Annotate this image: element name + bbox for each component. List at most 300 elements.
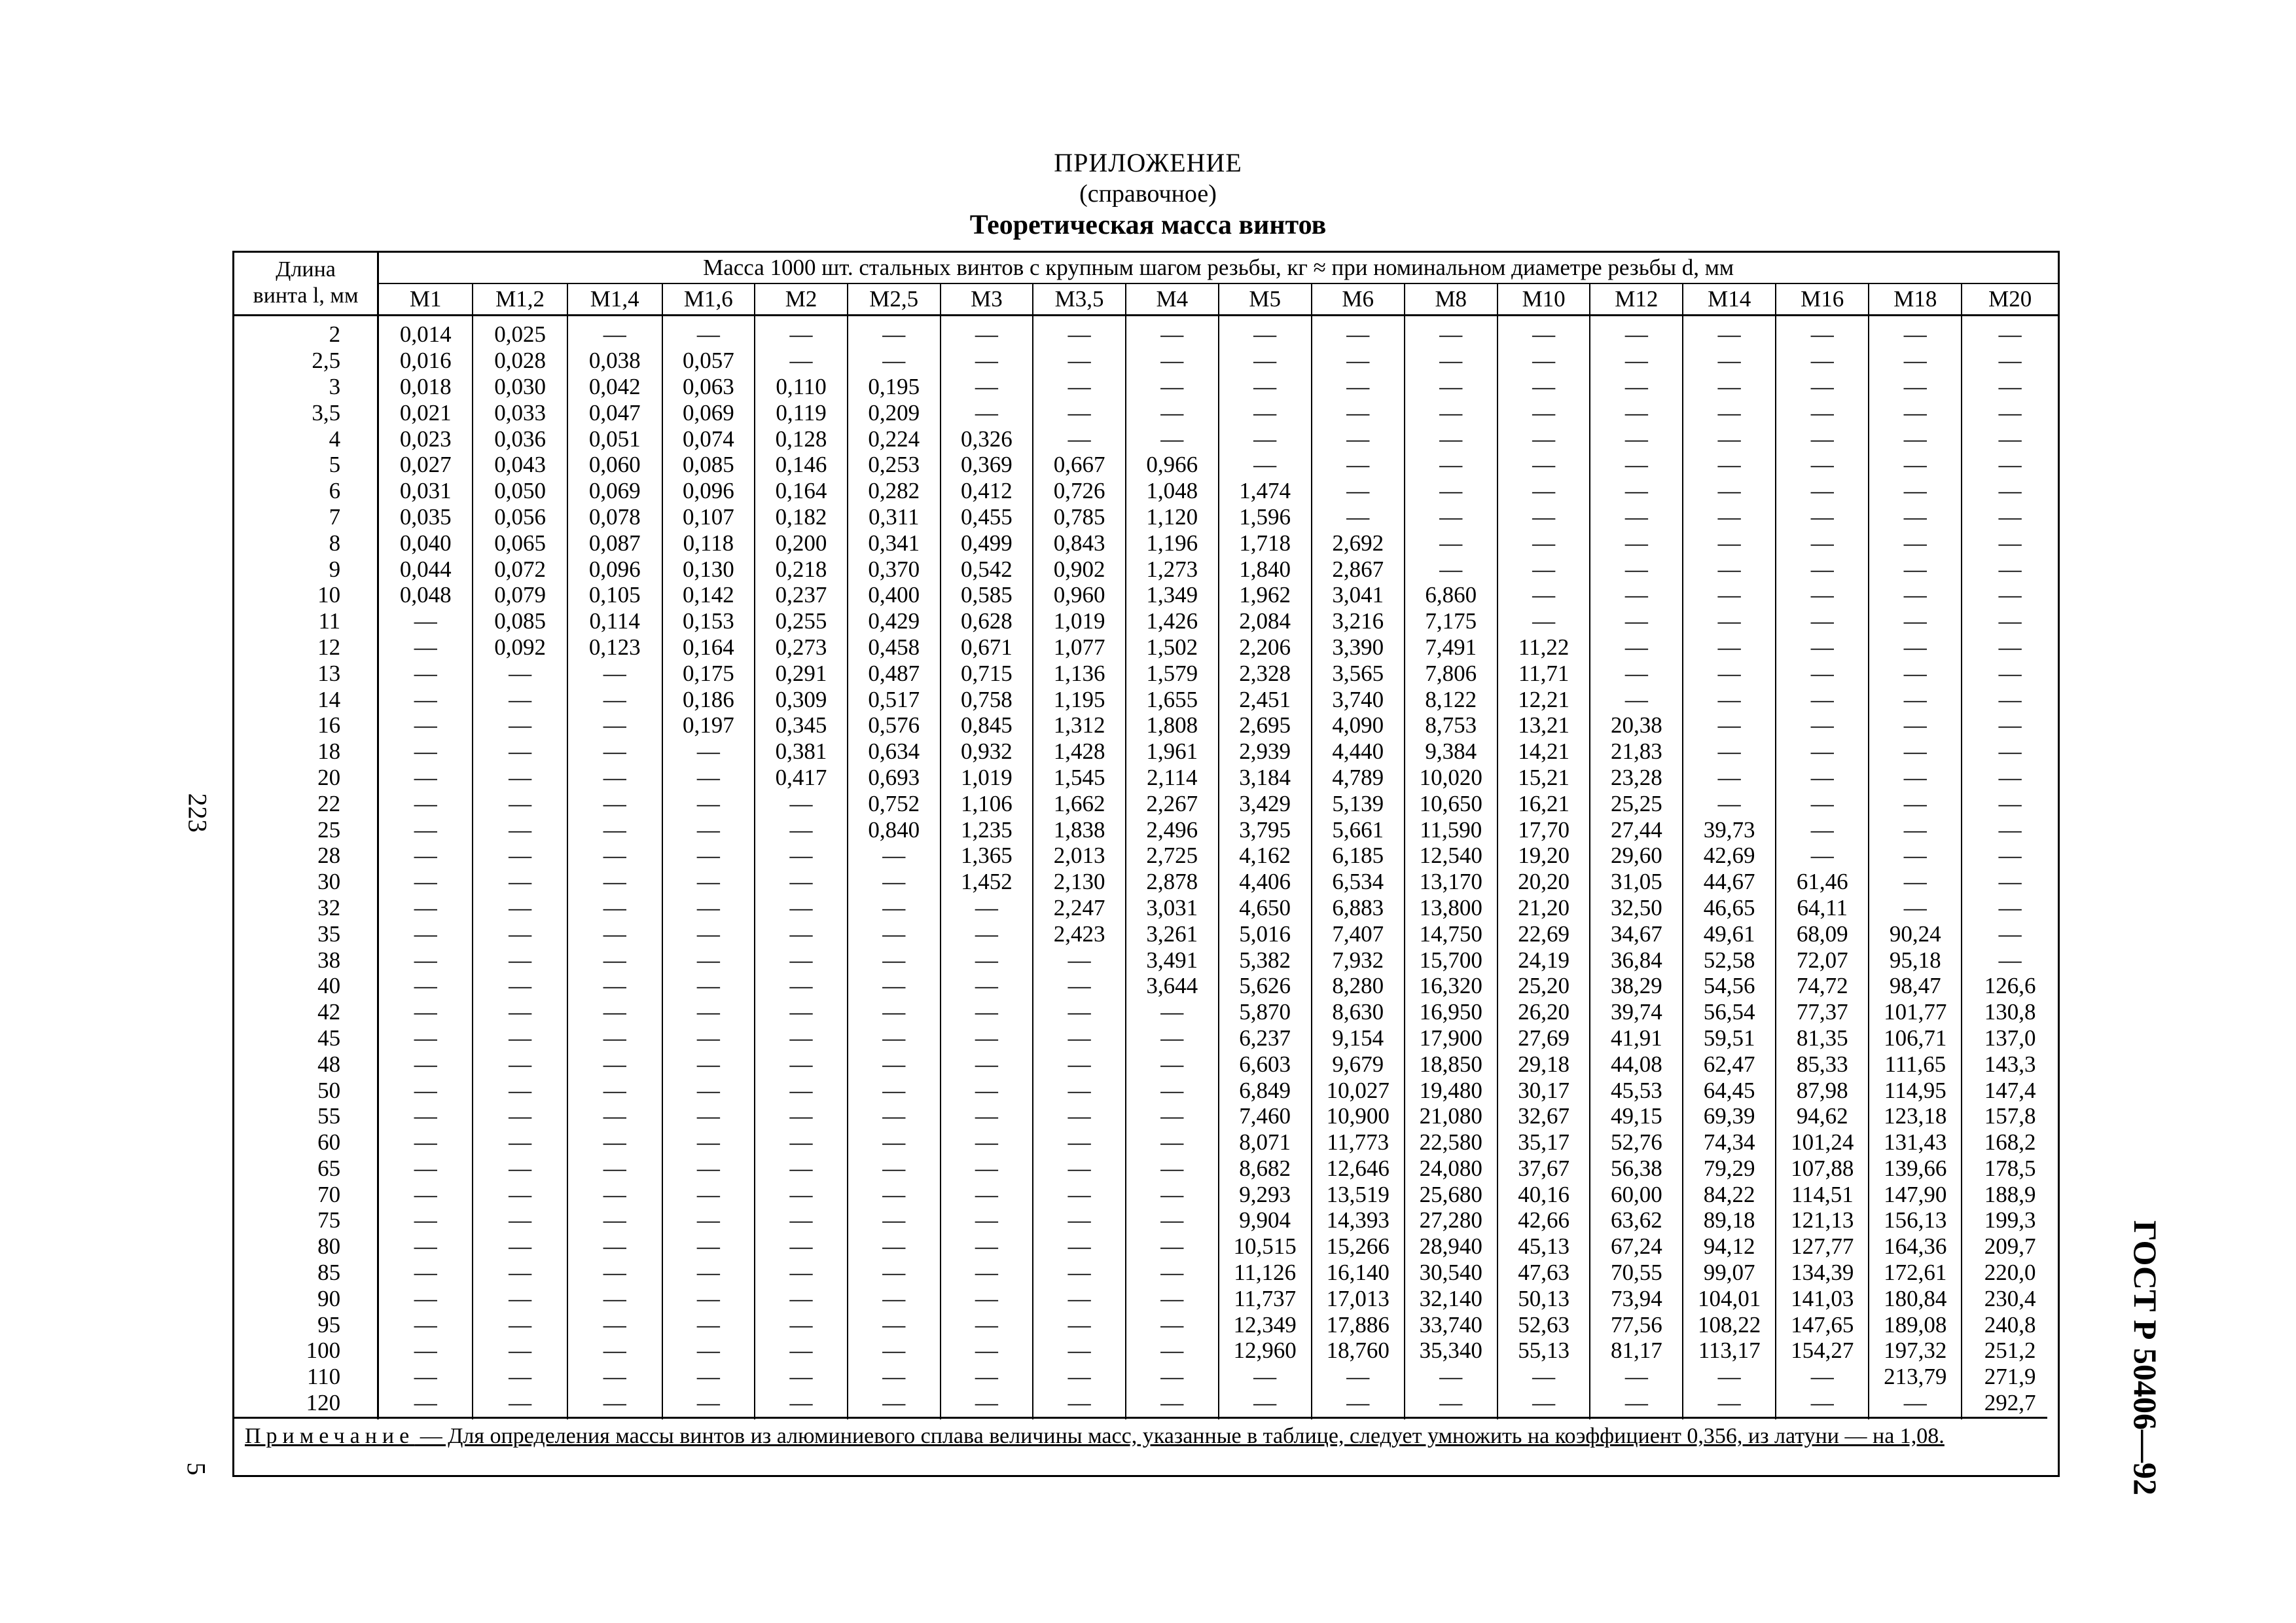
mass-cell: — <box>1498 478 1590 504</box>
mass-cell: — <box>378 1311 473 1338</box>
mass-cell: 178,5 <box>1984 1155 2036 1181</box>
mass-cell: — <box>1590 660 1683 686</box>
table-row <box>234 634 2058 661</box>
mass-cell: 0,576 <box>848 712 941 739</box>
mass-cell: — <box>941 1390 1033 1420</box>
mass-cell: 52,76 <box>1590 1129 1683 1156</box>
mass-cell: 2,206 <box>1219 634 1312 661</box>
mass-cell: — <box>941 399 1033 426</box>
mass-cell: 35,340 <box>1405 1338 1498 1364</box>
mass-cell: 0,381 <box>755 739 848 765</box>
mass-cell: — <box>1869 790 1962 816</box>
mass-cell: 1,120 <box>1126 504 1219 530</box>
mass-cell: — <box>378 1285 473 1311</box>
mass-cell: — <box>1869 869 1962 895</box>
mass-cell: — <box>848 1311 941 1338</box>
mass-cell: — <box>755 1025 848 1051</box>
mass-cell: 197,32 <box>1869 1338 1962 1364</box>
diameter-header: M12 <box>1590 283 1683 316</box>
mass-cell: — <box>941 1311 1033 1338</box>
mass-cell: 74,72 <box>1776 973 1869 999</box>
mass-cell: 0,291 <box>755 660 848 686</box>
mass-cell: — <box>755 1364 848 1390</box>
mass-cell: — <box>473 973 567 999</box>
mass-cell: 0,715 <box>941 660 1033 686</box>
mass-cell: 0,035 <box>378 504 473 530</box>
mass-cell: 11,590 <box>1405 816 1498 843</box>
mass-cell: 0,142 <box>662 582 755 608</box>
mass-cell: 2,695 <box>1219 712 1312 739</box>
mass-cell: 188,9 <box>1984 1181 2036 1207</box>
mass-cell: 11,737 <box>1219 1285 1312 1311</box>
mass-cell: — <box>378 895 473 921</box>
mass-cell: 6,860 <box>1405 582 1498 608</box>
table-row <box>234 816 2058 843</box>
length-cell: 2,5 <box>234 348 378 374</box>
mass-cell: 45,13 <box>1498 1233 1590 1260</box>
length-cell: 16 <box>234 712 378 739</box>
mass-cell: — <box>1869 316 1962 348</box>
mass-cell: 0,412 <box>941 478 1033 504</box>
mass-cell: 21,080 <box>1405 1103 1498 1129</box>
length-cell: 2 <box>234 316 378 348</box>
mass-cell: 0,018 <box>378 374 473 400</box>
mass-cell: 2,878 <box>1126 869 1219 895</box>
mass-cell: — <box>378 869 473 895</box>
diameter-header: M4 <box>1126 283 1219 316</box>
mass-cell: — <box>1590 316 1683 348</box>
mass-cell: — <box>567 1025 662 1051</box>
mass-cell: 12,646 <box>1312 1156 1405 1182</box>
mass-cell: — <box>567 790 662 816</box>
mass-cell: — <box>1498 426 1590 452</box>
mass-cell: 21,83 <box>1590 739 1683 765</box>
mass-cell: — <box>1219 1390 1312 1420</box>
mass-cell: 0,036 <box>473 426 567 452</box>
mass-cell: 16,140 <box>1312 1260 1405 1286</box>
mass-cell: — <box>848 947 941 973</box>
mass-cell: — <box>378 1103 473 1129</box>
mass-cell: — <box>473 1233 567 1260</box>
mass-cell: 0,164 <box>662 634 755 661</box>
mass-cell: — <box>1033 1338 1126 1364</box>
mass-cell: — <box>1498 1390 1590 1420</box>
mass-cell: 0,197 <box>662 712 755 739</box>
mass-cell: 0,542 <box>941 556 1033 582</box>
mass-cell: 1,235 <box>941 816 1033 843</box>
mass-cell: — <box>1683 634 1776 661</box>
mass-cell: 0,038 <box>567 348 662 374</box>
mass-cell: — <box>662 1156 755 1182</box>
mass-cell: 4,090 <box>1312 712 1405 739</box>
mass-cell: 147,65 <box>1776 1311 1869 1338</box>
mass-cell: 271,9 <box>1984 1364 2036 1390</box>
mass-cell: — <box>1869 895 1962 921</box>
mass-cell: — <box>1126 374 1219 400</box>
length-cell: 80 <box>234 1233 378 1260</box>
mass-cell: — <box>1033 374 1126 400</box>
document-code: ГОСТ Р 50406—92 <box>2127 1220 2164 1496</box>
mass-cell: — <box>848 1364 941 1390</box>
mass-cell: 104,01 <box>1683 1285 1776 1311</box>
mass-cell: 0,044 <box>378 556 473 582</box>
mass-cell: — <box>567 316 662 348</box>
mass-cell: — <box>567 947 662 973</box>
mass-cell: — <box>1312 399 1405 426</box>
mass-cell: 1,962 <box>1219 582 1312 608</box>
mass-cell: — <box>1498 316 1590 348</box>
mass-cell: — <box>378 790 473 816</box>
mass-cell: — <box>567 999 662 1025</box>
diameter-header: M8 <box>1405 283 1498 316</box>
mass-cell: 28,940 <box>1405 1233 1498 1260</box>
mass-cell: 85,33 <box>1776 1051 1869 1077</box>
mass-cell: — <box>1776 399 1869 426</box>
mass-cell: 33,740 <box>1405 1311 1498 1338</box>
mass-cell: — <box>473 660 567 686</box>
mass-cell: 0,628 <box>941 608 1033 634</box>
mass-cell: 0,458 <box>848 634 941 661</box>
mass-cell: 172,61 <box>1869 1260 1962 1286</box>
mass-cell: — <box>567 1338 662 1364</box>
table-row <box>234 1156 2058 1182</box>
mass-cell: 0,752 <box>848 790 941 816</box>
mass-cell: 123,18 <box>1869 1103 1962 1129</box>
mass-cell: 9,154 <box>1312 1025 1405 1051</box>
mass-cell: — <box>1126 1338 1219 1364</box>
mass-cell: 5,870 <box>1219 999 1312 1025</box>
mass-cell: 18,760 <box>1312 1338 1405 1364</box>
mass-cell: 0,060 <box>567 452 662 478</box>
mass-cell: — <box>473 869 567 895</box>
mass-cell: — <box>662 316 755 348</box>
mass-cell: — <box>1683 608 1776 634</box>
mass-cell: — <box>1033 1129 1126 1156</box>
mass-cell: — <box>1033 1311 1126 1338</box>
table-row <box>234 921 2058 947</box>
diameter-header: M20 <box>1962 283 2058 316</box>
mass-cell: 0,671 <box>941 634 1033 661</box>
mass-cell: 106,71 <box>1869 1025 1962 1051</box>
mass-cell: — <box>1498 399 1590 426</box>
mass-cell: 2,423 <box>1033 921 1126 947</box>
mass-cell: — <box>1998 686 2022 712</box>
mass-cell: 8,753 <box>1405 712 1498 739</box>
mass-cell: — <box>567 712 662 739</box>
note-label: Примечание <box>245 1424 415 1448</box>
mass-cell: 0,370 <box>848 556 941 582</box>
mass-cell: 0,078 <box>567 504 662 530</box>
mass-cell: — <box>1998 816 2022 843</box>
mass-cell: 1,655 <box>1126 686 1219 712</box>
mass-cell: 0,224 <box>848 426 941 452</box>
mass-cell: — <box>755 1181 848 1207</box>
mass-cell: 0,667 <box>1033 452 1126 478</box>
mass-cell: 2,939 <box>1219 739 1312 765</box>
mass-cell: — <box>1033 1156 1126 1182</box>
mass-cell: 114,51 <box>1776 1181 1869 1207</box>
mass-cell: — <box>662 1207 755 1233</box>
mass-cell: 4,789 <box>1312 765 1405 791</box>
table-note <box>234 1417 2047 1449</box>
mass-cell: 0,128 <box>755 426 848 452</box>
mass-cell: 180,84 <box>1869 1285 1962 1311</box>
mass-cell: 27,280 <box>1405 1207 1498 1233</box>
table-row <box>234 999 2058 1025</box>
mass-cell: 26,20 <box>1498 999 1590 1025</box>
mass-cell: — <box>1869 634 1962 661</box>
mass-cell: — <box>1776 374 1869 400</box>
table-row <box>234 1364 2058 1390</box>
table-row <box>234 790 2058 816</box>
mass-cell: 41,91 <box>1590 1025 1683 1051</box>
mass-cell: — <box>378 765 473 791</box>
length-cell: 13 <box>234 660 378 686</box>
mass-cell: 6,185 <box>1312 843 1405 869</box>
mass-cell: — <box>662 895 755 921</box>
mass-cell: 0,186 <box>662 686 755 712</box>
mass-cell: — <box>1776 634 1869 661</box>
mass-cell: — <box>755 895 848 921</box>
mass-cell: 22,69 <box>1498 921 1590 947</box>
mass-cell: — <box>755 921 848 947</box>
table-row <box>234 504 2058 530</box>
mass-cell: — <box>1683 790 1776 816</box>
mass-cell: — <box>378 1181 473 1207</box>
diameter-header: M10 <box>1498 283 1590 316</box>
mass-cell: 42,69 <box>1683 843 1776 869</box>
mass-cell: 1,452 <box>941 869 1033 895</box>
length-cell: 32 <box>234 895 378 921</box>
mass-cell: — <box>1776 1364 1869 1390</box>
mass-cell: — <box>567 1390 662 1420</box>
mass-cell: — <box>567 1260 662 1286</box>
mass-cell: 0,040 <box>378 530 473 556</box>
mass-cell: 139,66 <box>1869 1156 1962 1182</box>
mass-cell: — <box>1126 1207 1219 1233</box>
mass-cell: 1,596 <box>1219 504 1312 530</box>
mass-cell: 27,69 <box>1498 1025 1590 1051</box>
length-cell: 75 <box>234 1207 378 1233</box>
length-cell: 100 <box>234 1338 378 1364</box>
mass-cell: — <box>662 1103 755 1129</box>
mass-cell: — <box>1776 712 1869 739</box>
mass-cell: 0,079 <box>473 582 567 608</box>
mass-cell: — <box>567 765 662 791</box>
mass-cell: — <box>1776 478 1869 504</box>
mass-cell: 0,726 <box>1033 478 1126 504</box>
mass-cell: 168,2 <box>1984 1129 2036 1156</box>
mass-cell: — <box>848 1233 941 1260</box>
mass-cell: 7,460 <box>1219 1103 1312 1129</box>
mass-cell: — <box>567 1156 662 1182</box>
mass-cell: 22,580 <box>1405 1129 1498 1156</box>
mass-cell: 1,349 <box>1126 582 1219 608</box>
mass-cell: 0,195 <box>848 374 941 400</box>
mass-cell: 292,7 <box>1984 1390 2036 1416</box>
mass-cell: 3,644 <box>1126 973 1219 999</box>
mass-cell: 189,08 <box>1869 1311 1962 1338</box>
mass-cell: — <box>1776 556 1869 582</box>
mass-cell: — <box>941 316 1033 348</box>
mass-cell: 0,050 <box>473 478 567 504</box>
mass-cell: 0,345 <box>755 712 848 739</box>
mass-cell: — <box>848 895 941 921</box>
mass-cell: — <box>1126 1181 1219 1207</box>
mass-cell: — <box>1776 765 1869 791</box>
mass-cell: 17,013 <box>1312 1285 1405 1311</box>
mass-cell: — <box>1405 530 1498 556</box>
length-cell: 120 <box>234 1390 378 1420</box>
mass-cell: — <box>662 1390 755 1420</box>
table-row <box>234 1338 2058 1364</box>
mass-cell: — <box>848 843 941 869</box>
mass-cell: 27,44 <box>1590 816 1683 843</box>
mass-cell: — <box>1126 1311 1219 1338</box>
mass-cell: 11,22 <box>1498 634 1590 661</box>
mass-cell: — <box>1590 1364 1683 1390</box>
mass-cell: 79,29 <box>1683 1156 1776 1182</box>
mass-cell: — <box>1683 556 1776 582</box>
mass-cell: — <box>662 1129 755 1156</box>
mass-cell: — <box>848 1129 941 1156</box>
length-header-line1: Длина <box>276 257 336 282</box>
mass-cell: — <box>473 999 567 1025</box>
mass-cell: — <box>378 973 473 999</box>
mass-cell: 45,53 <box>1590 1077 1683 1103</box>
mass-cell: — <box>1590 399 1683 426</box>
mass-cell: 0,123 <box>567 634 662 661</box>
mass-cell: 2,725 <box>1126 843 1219 869</box>
mass-cell: — <box>567 869 662 895</box>
length-cell: 4 <box>234 426 378 452</box>
mass-cell: 1,196 <box>1126 530 1219 556</box>
mass-cell: 50,13 <box>1498 1285 1590 1311</box>
mass-cell: — <box>1498 608 1590 634</box>
mass-cell: 10,027 <box>1312 1077 1405 1103</box>
mass-cell: — <box>1312 374 1405 400</box>
mass-cell: 1,808 <box>1126 712 1219 739</box>
mass-cell: — <box>567 973 662 999</box>
table-row <box>234 374 2058 400</box>
mass-cell: 1,428 <box>1033 739 1126 765</box>
mass-cell: — <box>1683 1364 1776 1390</box>
mass-cell: 11,126 <box>1219 1260 1312 1286</box>
mass-cell: — <box>473 712 567 739</box>
mass-cell: — <box>1219 374 1312 400</box>
mass-cell: — <box>1590 686 1683 712</box>
table-row <box>234 478 2058 504</box>
mass-cell: — <box>755 1390 848 1420</box>
mass-cell: — <box>1312 452 1405 478</box>
mass-cell: — <box>755 843 848 869</box>
mass-cell: — <box>378 1338 473 1364</box>
mass-cell: — <box>755 1285 848 1311</box>
mass-cell: — <box>473 1285 567 1311</box>
mass-cell: 42,66 <box>1498 1207 1590 1233</box>
mass-cell: — <box>1869 660 1962 686</box>
mass-cell: — <box>1776 530 1869 556</box>
mass-cell: 11,773 <box>1312 1129 1405 1156</box>
mass-cell: 0,074 <box>662 426 755 452</box>
mass-cell: 16,21 <box>1498 790 1590 816</box>
mass-cell: — <box>567 895 662 921</box>
mass-cell: 0,096 <box>567 556 662 582</box>
length-cell: 30 <box>234 869 378 895</box>
length-cell: 38 <box>234 947 378 973</box>
mass-cell: — <box>1683 504 1776 530</box>
mass-cell: — <box>848 316 941 348</box>
mass-cell: 154,27 <box>1776 1338 1869 1364</box>
mass-cell: 23,28 <box>1590 765 1683 791</box>
mass-cell: — <box>1405 316 1498 348</box>
mass-cell: — <box>1776 739 1869 765</box>
mass-cell: — <box>1405 478 1498 504</box>
mass-cell: 0,209 <box>848 399 941 426</box>
mass-cell: — <box>1405 399 1498 426</box>
mass-cell: — <box>941 1233 1033 1260</box>
appendix-heading: ПРИЛОЖЕНИЕ <box>1054 148 1242 177</box>
mass-cell: — <box>1312 1390 1405 1420</box>
length-cell: 6 <box>234 478 378 504</box>
mass-cell: 0,693 <box>848 765 941 791</box>
mass-cell: — <box>755 999 848 1025</box>
mass-cell: — <box>941 895 1033 921</box>
mass-cell: 19,480 <box>1405 1077 1498 1103</box>
mass-cell: 121,13 <box>1776 1207 1869 1233</box>
mass-cell: 29,18 <box>1498 1051 1590 1077</box>
mass-cell: 25,25 <box>1590 790 1683 816</box>
mass-cell: — <box>755 1338 848 1364</box>
mass-cell: 81,35 <box>1776 1025 1869 1051</box>
mass-cell: — <box>1219 348 1312 374</box>
mass-cell: 55,13 <box>1498 1338 1590 1364</box>
mass-cell: 2,496 <box>1126 816 1219 843</box>
mass-cell: — <box>378 1025 473 1051</box>
mass-cell: — <box>1776 1390 1869 1420</box>
table-row <box>234 426 2058 452</box>
mass-cell: — <box>1498 582 1590 608</box>
mass-cell: — <box>1998 712 2022 739</box>
mass-cell: 0,932 <box>941 739 1033 765</box>
diameter-header: M5 <box>1219 283 1312 316</box>
diameter-header: M2,5 <box>848 283 941 316</box>
mass-cell: — <box>941 947 1033 973</box>
mass-cell: — <box>941 1285 1033 1311</box>
length-cell: 5 <box>234 452 378 478</box>
table-row <box>234 765 2058 791</box>
length-header-line2: винта l, мм <box>253 283 359 308</box>
mass-cell: 3,041 <box>1312 582 1405 608</box>
mass-cell: 114,95 <box>1869 1077 1962 1103</box>
mass-cell: — <box>1126 1260 1219 1286</box>
mass-cell: 2,328 <box>1219 660 1312 686</box>
mass-cell: — <box>1126 1025 1219 1051</box>
mass-cell: 14,21 <box>1498 739 1590 765</box>
mass-cell: — <box>1405 426 1498 452</box>
mass-cell: 44,67 <box>1683 869 1776 895</box>
mass-cell: 0,033 <box>473 399 567 426</box>
mass-cell: — <box>848 869 941 895</box>
mass-cell: — <box>1869 686 1962 712</box>
mass-cell: — <box>662 921 755 947</box>
mass-cell: 34,67 <box>1590 921 1683 947</box>
mass-cell: — <box>662 843 755 869</box>
mass-cell: 0,487 <box>848 660 941 686</box>
mass-cell: 0,218 <box>755 556 848 582</box>
mass-cell: 25,20 <box>1498 973 1590 999</box>
mass-cell: — <box>378 608 473 634</box>
